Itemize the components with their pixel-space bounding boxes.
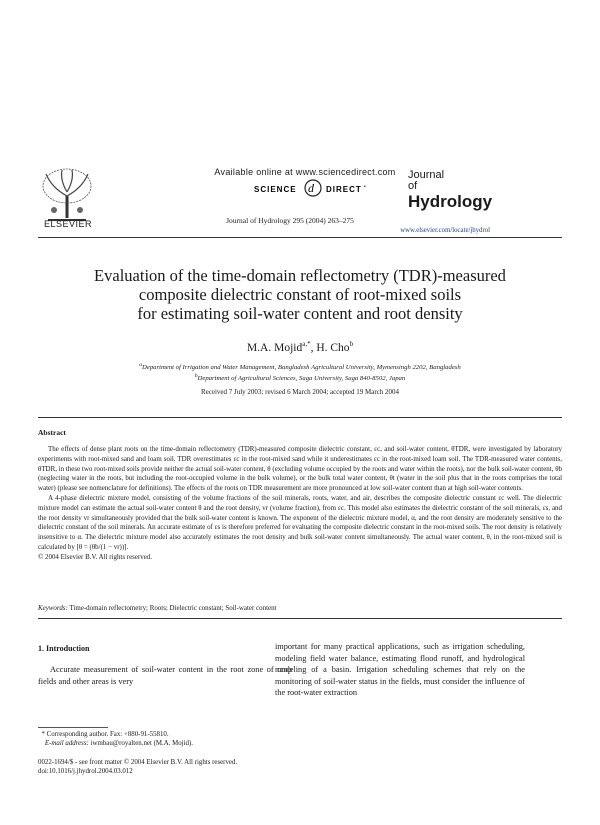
available-online-text: Available online at www.sciencedirect.com bbox=[214, 167, 396, 177]
footnote: * Corresponding author. Fax: +880-91-55810. E-mail address: iwmbau@royalten.net (M.A. Mojid). bbox=[38, 731, 194, 748]
title-line: composite dielectric constant of root-mixed soils bbox=[138, 285, 462, 304]
affiliation-a: Department of Irrigation and Water Management, Bangladesh Agricultural University, Mymensingh 2202, Bangladesh bbox=[142, 364, 461, 372]
journal-title-logo bbox=[408, 170, 498, 212]
title-line: for estimating soil-water content and root density bbox=[137, 304, 463, 323]
journal-title-line3: Hydrology bbox=[408, 192, 493, 211]
corresponding-author-note: Corresponding author. Fax: +880-91-55810. bbox=[46, 731, 169, 738]
body-right-column: important for many practical applications, such as irrigation scheduling, modeling field water balance, estimating flood runoff, and hydrological modeling of a basin. Irrigation scheduling schemes that rely on the monitoring of soil-water status in the fields, must consider the influence of the root-water extraction bbox=[275, 642, 525, 697]
keywords-list: Time-domain reflectometry; Roots; Dielectric constant; Soil-water content bbox=[69, 604, 277, 612]
abstract-heading: Abstract bbox=[38, 428, 66, 437]
svg-text:SCIENCE: SCIENCE bbox=[254, 185, 297, 194]
svg-text:d: d bbox=[308, 181, 314, 195]
affiliation-b: Department of Agricultural Sciences, Saga University, Saga 840-8502, Japan bbox=[197, 375, 406, 383]
abstract-bottom-rule bbox=[38, 618, 562, 619]
paper-title bbox=[60, 266, 540, 323]
abstract-copyright: © 2004 Elsevier B.V. All rights reserved. bbox=[38, 552, 153, 561]
keywords-label: Keywords: bbox=[38, 604, 68, 612]
header-rule bbox=[38, 237, 562, 238]
section-heading: 1. Introduction bbox=[38, 644, 90, 653]
abstract-body bbox=[38, 445, 562, 563]
author-affiliation-marker: b bbox=[349, 340, 354, 348]
front-matter-footer bbox=[38, 758, 378, 777]
publisher-name: ELSEVIER bbox=[43, 219, 93, 229]
author-name: M.A. Mojid bbox=[246, 341, 303, 354]
received-dates: Received 7 July 2003; revised 6 March 2004; accepted 19 March 2004 bbox=[200, 388, 400, 396]
title-line: Evaluation of the time-domain reflectometry (TDR)-measured bbox=[94, 266, 506, 285]
affiliations: $^a$Department of Irrigation and Water Management, Bangladesh Agricultural University, Mymensingh 2202, Bangladesh $^b$Department of Agricultural Sciences, Saga University, Saga 840-8502, Japan bbox=[139, 362, 461, 383]
doi-link[interactable]: doi:10.1016/j.jhydrol.2004.03.012 bbox=[38, 768, 133, 776]
svg-text:•: • bbox=[364, 184, 366, 190]
email-label: E-mail address: bbox=[44, 740, 89, 748]
svg-text:DIRECT: DIRECT bbox=[326, 185, 362, 194]
author-list: M.A. Mojid$^{a,*}$, H. Cho$^b$ bbox=[246, 340, 354, 354]
author-affiliation-marker: a,* bbox=[302, 340, 311, 348]
issn-line: 0022-1694/$ - see front matter © 2004 Elsevier B.V. All rights reserved. bbox=[38, 759, 238, 766]
journal-citation: Journal of Hydrology 295 (2004) 263–275 bbox=[226, 216, 354, 225]
keywords bbox=[38, 604, 562, 612]
body-left-column: Accurate measurement of soil-water content in the root zone of crop fields and other areas is very bbox=[38, 665, 292, 686]
footnote-rule bbox=[38, 727, 108, 728]
journal-title-line2: of bbox=[408, 180, 418, 192]
abstract-paragraph: The effects of dense plant roots on the time-domain reflectometry (TDR)-measured composite dielectric constant, εc, and soil-water content, θTDR, were investigated by laboratory experiments with root-mixed sand and loam soil. TDR overestimates εc in the root-mixed sand while it underestimates εc in the root-mixed loam soil. The TDR-measured water contents, θTDR, in these two root-mixed soils provide neither the actual soil-water content, θ (excluding volume occupied by the roots and water within the roots), nor the bulk soil-water content, θb (neglecting water in the roots, but including the root-occupied volume in the bulk volume), or the bulk total water content, θt (water in the soil plus that in the roots comprises the total water) (please see nomenclature for definitions). The effects of the roots on TDR measurement are more pronounced at low soil-water content than at high soil-water contents. bbox=[38, 445, 562, 493]
journal-url-link[interactable]: www.elsevier.com/locate/jhydrol bbox=[400, 227, 490, 234]
email-address: iwmbau@royalten.net (M.A. Mojid). bbox=[90, 740, 194, 748]
journal-title-line1: Journal bbox=[408, 169, 445, 181]
sciencedirect-logo-icon bbox=[214, 178, 404, 198]
author-name: H. Cho bbox=[316, 341, 350, 354]
abstract-paragraph: A 4-phase dielectric mixture model, consisting of the volume fractions of the soil minerals, roots, water, and air, describes the composite dielectric constant εc well. The dielectric mixture model can estimate the actual soil-water content θ and the root density, vr (volume fraction), from εc. This model also estimates the dielectric constant of the soil minerals, εs, and the root density vr simultaneously provided that the bulk soil-water content is known. The exponent of the dielectric mixture model, α, and the root density are moderately sensitive to the dielectric constant of the soil minerals. An accurate estimate of εs is therefore preferred for evaluating the composite dielectric constant in the root-mixed soils. The root density is relatively insensitive to α. The dielectric mixture model also accurately estimates the root density and bulk soil-water content simultaneously. The actual water content, θ, in the root-mixed soil is calculated by [θ = (θb/(1 − vr))]. bbox=[38, 493, 562, 551]
abstract-top-rule bbox=[38, 417, 562, 418]
